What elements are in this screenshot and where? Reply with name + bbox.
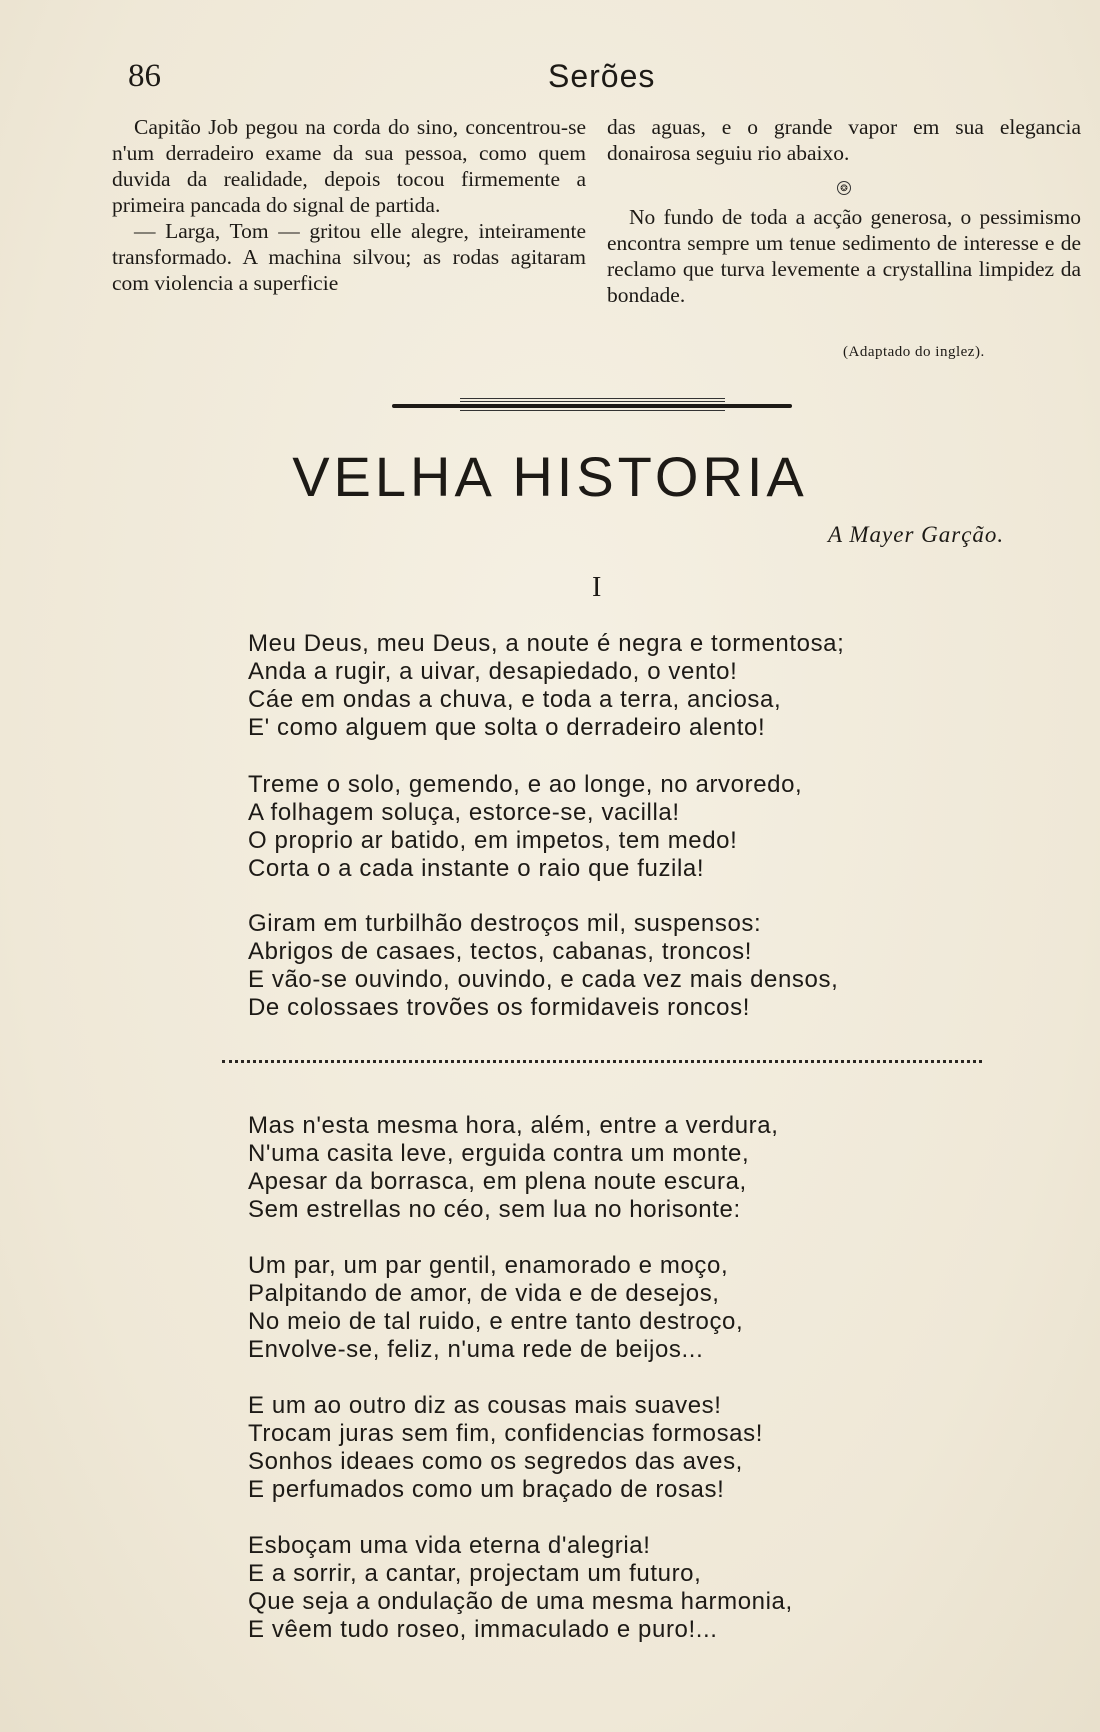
poem-stanza xyxy=(248,1392,948,1504)
poem-line: Apesar da borrasca, em plena noute escura, xyxy=(248,1168,747,1195)
poem-line: E um ao outro diz as cousas mais suaves! xyxy=(248,1392,722,1419)
poem-line: Trocam juras sem fim, confidencias formosas! xyxy=(248,1420,763,1447)
poem-line: Abrigos de casaes, tectos, cabanas, troncos! xyxy=(248,938,752,965)
poem-section-number: I xyxy=(592,572,602,603)
prose-left-column xyxy=(112,114,586,296)
prose-paragraph: No fundo de toda a acção generosa, o pessimismo encontra sempre um tenue sedimento de interesse e de reclamo que turva levemente a crystallina limpidez da bondade. xyxy=(607,205,1081,307)
poem-line: E' como alguem que solta o derradeiro alento! xyxy=(248,714,766,741)
section-ornament-icon: ❂ xyxy=(607,180,1081,196)
poem-stanza xyxy=(248,910,948,1022)
poem-line: Envolve-se, feliz, n'uma rede de beijos... xyxy=(248,1336,704,1363)
page-number: 86 xyxy=(128,58,161,94)
poem-line: Anda a rugir, a uivar, desapiedado, o vento! xyxy=(248,658,738,685)
page-header xyxy=(128,58,948,108)
poem-line: E a sorrir, a cantar, projectam um futuro, xyxy=(248,1560,702,1587)
poem-line: Meu Deus, meu Deus, a noute é negra e tormentosa; xyxy=(248,630,845,657)
poem-line: Cáe em ondas a chuva, e toda a terra, anciosa, xyxy=(248,686,782,713)
poem-line: Esboçam uma vida eterna d'alegria! xyxy=(248,1532,651,1559)
poem-title: VELHA HISTORIA xyxy=(292,445,808,508)
poem-line: Corta o a cada instante o raio que fuzila! xyxy=(248,855,705,882)
poem-line: A folhagem soluça, estorce-se, vacilla! xyxy=(248,799,680,826)
running-title: Serões xyxy=(548,58,656,94)
poem-line: E vão-se ouvindo, ouvindo, e cada vez mais densos, xyxy=(248,966,839,993)
poem-line: De colossaes trovões os formidaveis roncos! xyxy=(248,994,751,1021)
poem-line: E vêem tudo roseo, immaculado e puro!... xyxy=(248,1616,718,1643)
poem-stanza xyxy=(248,630,948,742)
poem-line: Treme o solo, gemendo, e ao longe, no arvoredo, xyxy=(248,771,803,798)
poem-line: O proprio ar batido, em impetos, tem medo! xyxy=(248,827,738,854)
poem-stanza xyxy=(248,771,948,883)
prose-paragraph: das aguas, e o grande vapor em sua elegancia donairosa seguiu rio abaixo. xyxy=(607,115,1081,165)
poem-stanza xyxy=(248,1112,948,1224)
attribution: (Adaptado do inglez). xyxy=(843,344,985,360)
poem-stanza xyxy=(248,1532,948,1644)
poem-line: Mas n'esta mesma hora, além, entre a verdura, xyxy=(248,1112,779,1139)
prose-paragraph: — Larga, Tom — gritou elle alegre, inteiramente transformado. A machina silvou; as rodas agitaram com violencia a superficie xyxy=(112,219,586,295)
poem-line: N'uma casita leve, erguida contra um monte, xyxy=(248,1140,750,1167)
dotted-separator xyxy=(222,1060,982,1063)
poem-line: Sonhos ideaes como os segredos das aves, xyxy=(248,1448,743,1475)
section-divider-rule xyxy=(392,398,792,414)
poem-line: Que seja a ondulação de uma mesma harmonia, xyxy=(248,1588,793,1615)
poem-stanza xyxy=(248,1252,948,1364)
poem-line: Giram em turbilhão destroços mil, suspensos: xyxy=(248,910,762,937)
poem-line: No meio de tal ruido, e entre tanto destroço, xyxy=(248,1308,744,1335)
poem-line: Palpitando de amor, de vida e de desejos, xyxy=(248,1280,720,1307)
poem-line: Sem estrellas no céo, sem lua no horisonte: xyxy=(248,1196,741,1223)
poem-line: E perfumados como um braçado de rosas! xyxy=(248,1476,725,1503)
prose-right-column xyxy=(607,114,1081,308)
poem-line: Um par, um par gentil, enamorado e moço, xyxy=(248,1252,729,1279)
prose-paragraph: Capitão Job pegou na corda do sino, concentrou-se n'um derradeiro exame da sua pessoa, como quem duvida da realidade, depois tocou firmemente a primeira pancada do signal de partida. xyxy=(112,115,586,217)
poem-dedication: A Mayer Garção. xyxy=(828,522,1005,547)
